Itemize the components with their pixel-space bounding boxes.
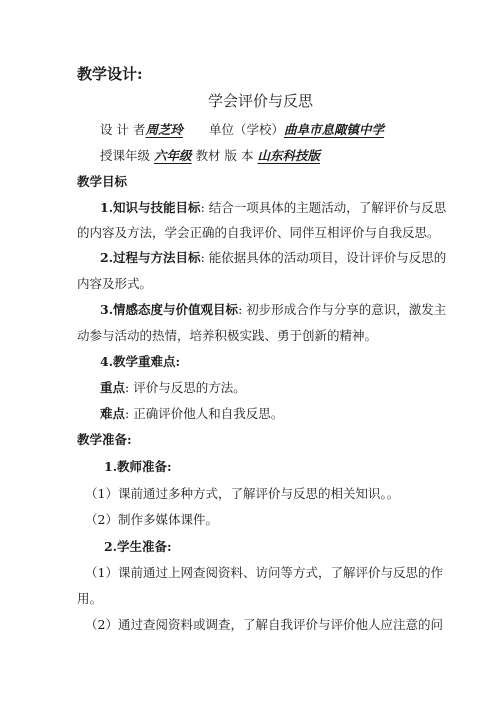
objective-1-line1: 1.知识与技能目标: 结合一项具体的主题活动，了解评价与反思 [100,200,447,215]
focus-line: 重点: 评价与反思的方法。 [100,380,246,395]
student-prep-item-1-line1: （1）课前通过上网查阅资料、访问等方式，了解评价与反思的作 [85,565,443,580]
designer-label: 设 计 者 [100,122,146,137]
unit-label: 单位（学校） [208,122,284,137]
objectives-heading: 教学目标 [77,174,128,189]
grade-label: 授课年级 [100,148,151,163]
objective-2-line1: 2.过程与方法目标: 能依据具体的活动项目，设计评价与反思的 [100,250,447,265]
grade-textbook-row [100,148,320,164]
doc-heading: 教学设计: [77,65,143,83]
teacher-prep-heading: 1.教师准备: [104,459,172,474]
student-prep-heading: 2.学生准备: [104,539,172,554]
preparation-heading: 教学准备: [77,432,132,447]
objective-3-label: 3.情感态度与价值观目标 [100,302,239,317]
objective-2-line2: 内容及形式。 [77,276,153,291]
textbook-value: 山东科技版 [257,148,320,163]
designer-value: 周芝玲 [145,122,183,137]
student-prep-item-1-line2: 用。 [77,591,103,606]
objective-3-line1: 3.情感态度与价值观目标: 初步形成合作与分享的意识，激发主 [100,302,447,317]
key-points-heading: 4.教学重难点: [100,354,181,369]
difficulty-label: 难点 [100,406,126,421]
teacher-prep-item-2: （2）制作多媒体课件。 [85,512,218,527]
objective-3-line2: 动参与活动的热情，培养积极实践、勇于创新的精神。 [77,328,378,343]
objective-1-line2: 的内容及方法，学会正确的自我评价、同伴互相评价与自我反思。 [77,225,440,240]
difficulty-line: 难点: 正确评价他人和自我反思。 [100,406,284,421]
student-prep-item-2-line1: （2）通过查阅资料或调查，了解自我评价与评价他人应注意的问 [85,617,443,632]
grade-value: 六年级 [154,148,192,163]
lesson-title: 学会评价与反思 [208,92,314,110]
designer-unit-row [100,122,384,138]
unit-value: 曲阜市息陬镇中学 [283,122,384,137]
textbook-label: 教材 版 本 [195,148,254,163]
objective-1-label: 1.知识与技能目标 [100,200,201,215]
objective-2-label: 2.过程与方法目标 [100,250,201,265]
focus-label: 重点 [100,380,126,395]
teacher-prep-item-1: （1）课前通过多种方式，了解评价与反思的相关知识。。 [85,486,400,501]
